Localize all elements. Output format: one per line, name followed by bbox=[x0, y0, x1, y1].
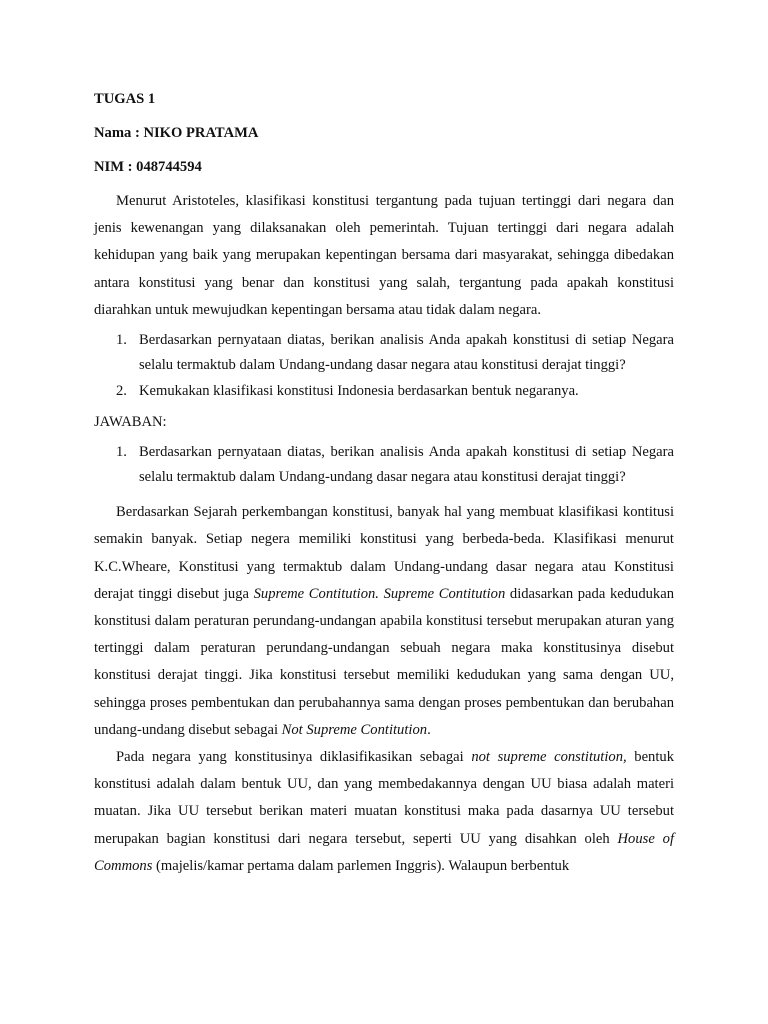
question-text: Berdasarkan pernyataan diatas, berikan analisis Anda apakah konstitusi di setiap Negara selalu termaktub dalam Undang-undang dasar negara atau konstitusi derajat tinggi? bbox=[139, 332, 674, 374]
italic-term: House of Commons bbox=[94, 830, 674, 874]
question-text: Kemukakan klasifikasi konstitusi Indonesia berdasarkan bentuk negaranya. bbox=[139, 383, 579, 400]
answer-question-number: 1. bbox=[116, 444, 127, 461]
answer-paragraph-2 bbox=[94, 744, 674, 880]
question-item bbox=[94, 379, 674, 404]
question-list bbox=[94, 328, 674, 404]
answer-text: Berdasarkan Sejarah perkembangan konstitusi, banyak hal yang membuat klasifikasi kontitusi semakin banyak. Setiap negera memiliki konstitusi yang berbeda-beda. Klasifikasi menurut K.C.Wheare, Konstitusi yang termaktub dalam Undang-undang dasar negara atau Konstitusi derajat tinggi disebut juga bbox=[94, 504, 674, 602]
question-number: 1. bbox=[116, 332, 127, 349]
italic-term: Not Supreme Contitution bbox=[281, 721, 428, 738]
answer-heading: JAWABAN: bbox=[94, 414, 167, 431]
answer-paragraph-1 bbox=[94, 499, 674, 744]
answer-question-item bbox=[94, 440, 674, 490]
student-name: Nama : NIKO PRATAMA bbox=[94, 125, 259, 141]
answer-text: . bbox=[427, 721, 431, 738]
answer-text: Pada negara yang konstitusinya diklasifikasikan sebagai bbox=[116, 749, 472, 766]
italic-term: Supreme Contitution. Supreme Contitution bbox=[253, 585, 506, 602]
intro-paragraph: Menurut Aristoteles, klasifikasi konstitusi tergantung pada tujuan tertinggi dari negara dan jenis kewenangan yang dilaksanakan oleh pemerintah. Tujuan tertinggi dari negara adalah kehidupan yang baik yang merupakan kepentingan bersama dari masyarakat, sehingga dibedakan antara konstitusi yang benar dan konstitusi yang salah, tergantung pada apakah konstitusi diarahkan untuk mewujudkan kepentingan bersama atau tidak dalam negara. bbox=[94, 193, 674, 318]
answer-text: didasarkan pada kedudukan konstitusi dalam peraturan perundang-undangan apabila konstitusi tersebut merupakan aturan yang tertinggi dalam peraturan perundang-undangan sebuah negara maka konstitusinya disebut konstitusi derajat tinggi. Jika konstitusi tersebut memiliki kedudukan yang sama dengan UU, sehingga proses pembentukan dan perubahannya sama dengan proses pembentukan dan berubahan undang-undang disebut sebagai bbox=[94, 585, 674, 738]
answer-question-list bbox=[94, 440, 674, 490]
answer-question-text: Berdasarkan pernyataan diatas, berikan analisis Anda apakah konstitusi di setiap Negara selalu termaktub dalam Undang-undang dasar negara atau konstitusi derajat tinggi? bbox=[139, 444, 674, 486]
italic-term: not supreme constitution, bbox=[471, 749, 627, 766]
assignment-title: TUGAS 1 bbox=[94, 91, 156, 107]
student-nim: NIM : 048744594 bbox=[94, 159, 202, 175]
question-item bbox=[94, 328, 674, 378]
answer-text: (majelis/kamar pertama dalam parlemen Inggris). Walaupun berbentuk bbox=[152, 857, 570, 874]
answer-text: bentuk konstitusi adalah dalam bentuk UU, dan yang membedakannya dengan UU biasa adalah materi muatan. Jika UU tersebut berikan materi muatan konstitusi maka pada dasarnya UU tersebut merupakan bagian konstitusi dari negara tersebut, seperti UU yang disahkan oleh bbox=[94, 749, 674, 847]
question-number: 2. bbox=[116, 383, 127, 400]
